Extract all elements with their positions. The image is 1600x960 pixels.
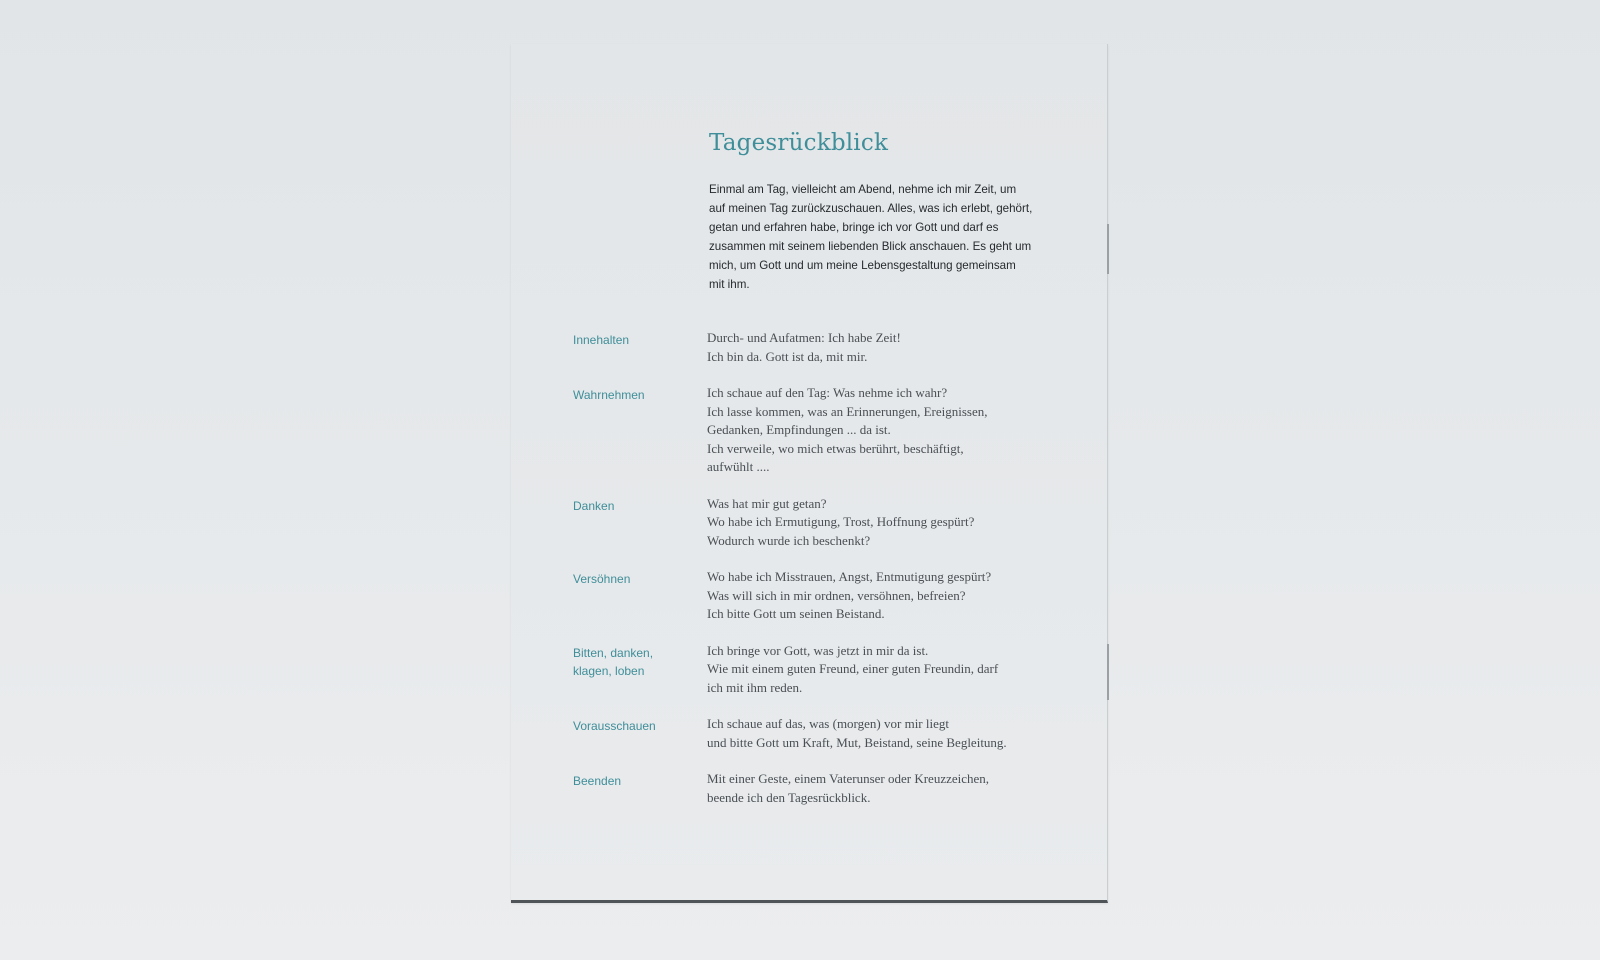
- intro-line: Einmal am Tag, vielleicht am Abend, nehme ich mir Zeit, um: [709, 183, 1017, 196]
- intro-line: mit ihm.: [709, 278, 750, 291]
- step-line: und bitte Gott um Kraft, Mut, Beistand, seine Begleitung.: [707, 734, 1007, 750]
- step-bitten-danken-klagen-loben: [573, 642, 1073, 698]
- step-label-line: Vorausschauen: [573, 719, 656, 733]
- step-vorausschauen: [573, 715, 1073, 752]
- step-line: ich mit ihm reden.: [707, 679, 803, 695]
- step-label-line: Innehalten: [573, 333, 630, 347]
- intro-line: getan und erfahren habe, bringe ich vor Gott und darf es: [709, 221, 999, 234]
- step-wahrnehmen: [573, 384, 1073, 477]
- booklet-page: [511, 44, 1108, 903]
- step-line: Mit einer Geste, einem Vaterunser oder Kreuzzeichen,: [707, 771, 990, 786]
- step-label-line: klagen, loben: [573, 663, 645, 678]
- step-label: [573, 642, 707, 680]
- intro-line: mich, um Gott und um meine Lebensgestaltung gemeinsam: [709, 259, 1016, 272]
- step-body: [707, 770, 1057, 807]
- step-line: Ich verweile, wo mich etwas berührt, beschäftigt,: [707, 440, 964, 456]
- step-line: Wodurch wurde ich beschenkt?: [707, 532, 871, 548]
- step-body: [707, 715, 1057, 752]
- step-line: Wie mit einem guten Freund, einer guten Freundin, darf: [707, 661, 999, 676]
- step-line: Ich bringe vor Gott, was jetzt in mir da ist.: [707, 642, 929, 658]
- step-line: aufwühlt ....: [707, 459, 770, 474]
- intro-line: zusammen mit seinem liebenden Blick anschauen. Es geht um: [709, 240, 1032, 253]
- step-label: [573, 770, 707, 790]
- step-body: [707, 495, 1057, 551]
- step-beenden: [573, 770, 1073, 807]
- step-label: [573, 329, 707, 349]
- step-line: Ich bin da. Gott ist da, mit mir.: [707, 348, 868, 364]
- step-line: Wo habe ich Ermutigung, Trost, Hoffnung gespürt?: [707, 514, 975, 529]
- step-line: Was will sich in mir ordnen, versöhnen, befreien?: [707, 587, 966, 603]
- step-label-line: Wahrnehmen: [573, 388, 645, 402]
- step-label: [573, 568, 707, 588]
- page-title: Tagesrückblick: [709, 130, 889, 156]
- step-label-line: Danken: [573, 498, 615, 513]
- step-body: [707, 568, 1057, 624]
- step-label-line: Versöhnen: [573, 572, 631, 586]
- intro-paragraph: [709, 180, 1051, 294]
- step-danken: [573, 495, 1073, 551]
- step-body: [707, 642, 1057, 698]
- step-label-line: Bitten, danken,: [573, 645, 654, 660]
- step-label: [573, 384, 707, 404]
- step-body: [707, 329, 1057, 366]
- step-line: Ich bitte Gott um seinen Beistand.: [707, 606, 885, 621]
- step-innehalten: [573, 329, 1073, 366]
- step-line: Ich lasse kommen, was an Erinnerungen, Ereignissen,: [707, 403, 988, 419]
- step-line: Ich schaue auf den Tag: Was nehme ich wahr?: [707, 385, 948, 400]
- step-line: Gedanken, Empfindungen ... da ist.: [707, 422, 891, 437]
- steps-list: [573, 329, 1073, 807]
- step-line: Durch- und Aufatmen: Ich habe Zeit!: [707, 330, 901, 345]
- step-body: [707, 384, 1057, 477]
- step-label: [573, 715, 707, 735]
- step-label: [573, 495, 707, 515]
- step-line: Wo habe ich Misstrauen, Angst, Entmutigung gespürt?: [707, 569, 992, 584]
- step-versoehnen: [573, 568, 1073, 624]
- step-label-line: Beenden: [573, 774, 622, 788]
- step-line: beende ich den Tagesrückblick.: [707, 789, 871, 805]
- step-line: Was hat mir gut getan?: [707, 495, 827, 511]
- step-line: Ich schaue auf das, was (morgen) vor mir liegt: [707, 716, 949, 731]
- intro-line: auf meinen Tag zurückzuschauen. Alles, was ich erlebt, gehört,: [709, 202, 1033, 215]
